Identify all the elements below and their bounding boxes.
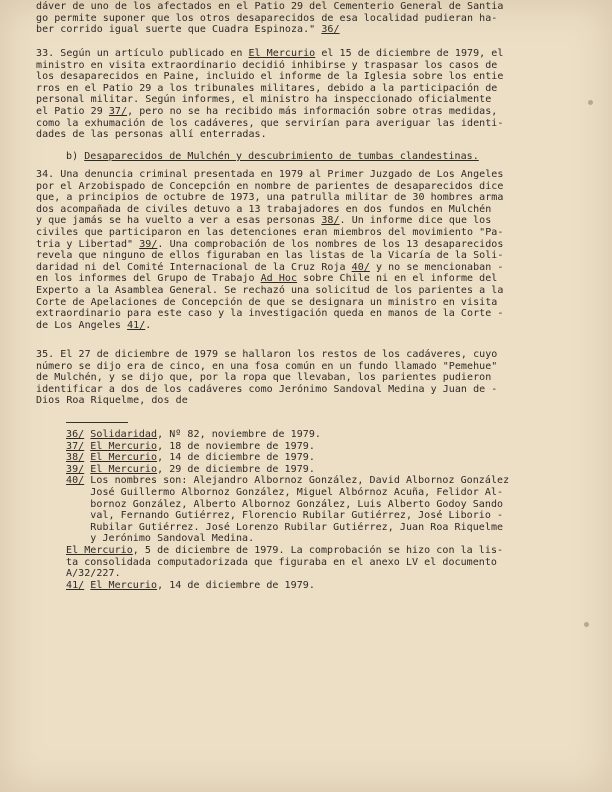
footnote-40-text: Los nombres son: Alejandro Albornoz González, David Albornoz González bbox=[84, 475, 510, 487]
footnote-ref-39: 39/ bbox=[139, 238, 158, 250]
footnote-37-number: 37/ bbox=[66, 440, 85, 452]
footnote-39-text: , 29 de diciembre de 1979. bbox=[157, 463, 315, 475]
text-line: go permite suponer que los otros desaparecidos de esa localidad pudieran ha- bbox=[36, 12, 498, 24]
scan-speck bbox=[584, 622, 589, 627]
text-line: como la exhumación de los cadáveres, que servirían para averiguar las identi- bbox=[36, 117, 504, 129]
footnote-ref-38: 38/ bbox=[321, 215, 340, 227]
text-line: ministro en visita extraordinario decidió inhibirse y traspasar los casos de bbox=[36, 59, 498, 71]
text-run: 33. Según un artículo publicado en bbox=[36, 48, 249, 59]
text-line: Corte de Apelaciones de Concepción de que se designara un ministro en visita bbox=[36, 296, 498, 308]
paragraph-33 bbox=[36, 48, 542, 141]
text-line: ber corrido igual suerte que Cuadra Espinoza." bbox=[36, 24, 322, 36]
footnote-40-text: , 5 de diciembre de 1979. La comprobación se hizo con la lis- bbox=[132, 544, 504, 556]
footnote-36-source: Solidaridad bbox=[90, 429, 158, 440]
section-heading-b bbox=[66, 151, 572, 163]
text-line: Dios Roa Riquelme, dos de bbox=[36, 395, 188, 407]
text-line: civiles que participaron en las detenciones eran miembros del movimiento "Pa- bbox=[36, 226, 504, 238]
footnote-ref-40: 40/ bbox=[351, 261, 370, 273]
footnote-38-source: El Mercurio bbox=[90, 452, 158, 464]
text-line: personal militar. Según informes, el ministro ha inspeccionado oficialmente bbox=[36, 94, 492, 106]
text-line: dos acompañada de civiles detuvo a 13 trabajadores en dos fundos en Mulchén bbox=[36, 203, 492, 215]
footnote-37-source: El Mercurio bbox=[90, 440, 158, 452]
text-line: 35. El 27 de diciembre de 1979 se hallaron los restos de los cadáveres, cuyo bbox=[36, 349, 498, 360]
footnote-40-text: val, Fernando Gutiérrez, Florencio Rubilar Gutiérrez, José Liborio - bbox=[90, 510, 504, 522]
footnote-39-number: 39/ bbox=[66, 463, 85, 475]
text-run: . Una comprobación de los nombres de los 13 desaparecidos bbox=[157, 238, 504, 250]
footnote-ref-41: 41/ bbox=[127, 319, 146, 331]
paragraph-35 bbox=[36, 349, 542, 407]
text-line: que, a principios de octubre de 1973, una patrulla militar de 30 hombres arma bbox=[36, 192, 504, 204]
text-line: Experto a la Asamblea General. Se rechazó una solicitud de los parientes a la bbox=[36, 284, 504, 296]
footnote-40-text: José Guillermo Albornoz González, Miguel Albórnoz Acuña, Felidor Al- bbox=[90, 486, 504, 498]
text-run: en los informes del Grupo de Trabajo bbox=[36, 273, 261, 285]
text-line: por el Arzobispado de Concepción en nombre de parientes de desaparecidos dice bbox=[36, 180, 504, 192]
footnote-36-number: 36/ bbox=[66, 429, 85, 440]
footnote-40-source: El Mercurio bbox=[66, 544, 133, 556]
footnote-38-number: 38/ bbox=[66, 452, 85, 464]
footnote-38-text: , 14 de diciembre de 1979. bbox=[157, 452, 315, 464]
text-run: el Patio 29 bbox=[36, 105, 109, 117]
footnote-40-text: ta consolidada computadorizada que figuraba en el anexo LV el documento bbox=[66, 556, 498, 568]
paragraph-34 bbox=[36, 169, 542, 331]
footnote-40-text: A/32/227. bbox=[66, 568, 121, 580]
text-run: tria y Libertad" bbox=[36, 238, 140, 250]
scan-speck bbox=[588, 100, 593, 105]
text-run: y que jamás se ha vuelto a ver a esas personas bbox=[36, 215, 322, 227]
text-run: y no se mencionaban - bbox=[369, 261, 504, 273]
text-run: . bbox=[145, 319, 152, 331]
text-line: rros en el Patio 29 a los tribunales militares, debido a la participación de bbox=[36, 82, 498, 94]
text-line: 34. Una denuncia criminal presentada en 1979 al Primer Juzgado de Los Angeles bbox=[36, 169, 504, 180]
source-el-mercurio: El Mercurio bbox=[248, 48, 316, 59]
footnote-40-text: Rubilar Gutiérrez. José Lorenzo Rubilar Gutiérrez, Juan Roa Riquelme bbox=[90, 521, 504, 533]
text-run: daridad ni del Comité Internacional de la Cruz Roja bbox=[36, 261, 352, 273]
text-line: de Mulchén, y se dijo que, por la ropa que llevaban, los parientes pudieron bbox=[36, 372, 492, 384]
paragraph-continued bbox=[36, 1, 542, 36]
footnote-ref-37: 37/ bbox=[108, 105, 128, 117]
text-line: dáver de uno de los afectados en el Patio 29 del Cementerio General de Santia bbox=[36, 1, 504, 12]
text-run: de Los Angeles bbox=[36, 319, 128, 331]
footnote-separator bbox=[66, 422, 128, 423]
text-line: número se dijo era de cinco, en una fosa común en un fundo llamado "Pemehue" bbox=[36, 360, 498, 372]
text-line: extraordinario para este caso y la investigación queda en manos de la Corte - bbox=[36, 308, 504, 320]
footnote-37-text: , 18 de noviembre de 1979. bbox=[157, 440, 315, 452]
text-line: dades de las personas allí enterradas. bbox=[36, 129, 267, 141]
footnote-ref-36: 36/ bbox=[321, 24, 340, 36]
footnote-36-text: , Nº 82, noviembre de 1979. bbox=[157, 429, 321, 440]
text-run: , pero no se ha recibido más información sobre otras medidas, bbox=[127, 105, 498, 117]
section-prefix: b) bbox=[66, 151, 85, 162]
footnotes bbox=[66, 429, 546, 591]
footnote-40-text: y Jerónimo Sandoval Medina. bbox=[90, 533, 255, 545]
text-line: los desaparecidos en Paine, incluido el informe de la Iglesia sobre los entie bbox=[36, 71, 504, 83]
footnote-40-text: bornoz González, Alberto Albornoz González, Luis Alberto Godoy Sando bbox=[90, 498, 504, 510]
text-run: . Un informe dice que los bbox=[339, 215, 492, 227]
ad-hoc-term: Ad Hoc bbox=[260, 273, 298, 285]
text-run: el 15 de diciembre de 1979, el bbox=[315, 48, 504, 59]
text-line: revela que ninguno de ellos figuraban en las listas de la Vicaría de la Soli- bbox=[36, 250, 504, 262]
footnote-41-number: 41/ bbox=[66, 579, 85, 591]
text-run: sobre Chile ni en el informe del bbox=[297, 273, 498, 285]
text-line: identificar a dos de los cadáveres como Jerónimo Sandoval Medina y Juan de - bbox=[36, 383, 498, 395]
footnote-41-text: , 14 de diciembre de 1979. bbox=[157, 579, 315, 591]
footnote-40-number: 40/ bbox=[66, 475, 85, 487]
section-title: Desaparecidos de Mulchén y descubrimiento de tumbas clandestinas. bbox=[84, 151, 479, 162]
footnote-39-source: El Mercurio bbox=[90, 463, 158, 475]
footnote-41-source: El Mercurio bbox=[90, 579, 158, 591]
